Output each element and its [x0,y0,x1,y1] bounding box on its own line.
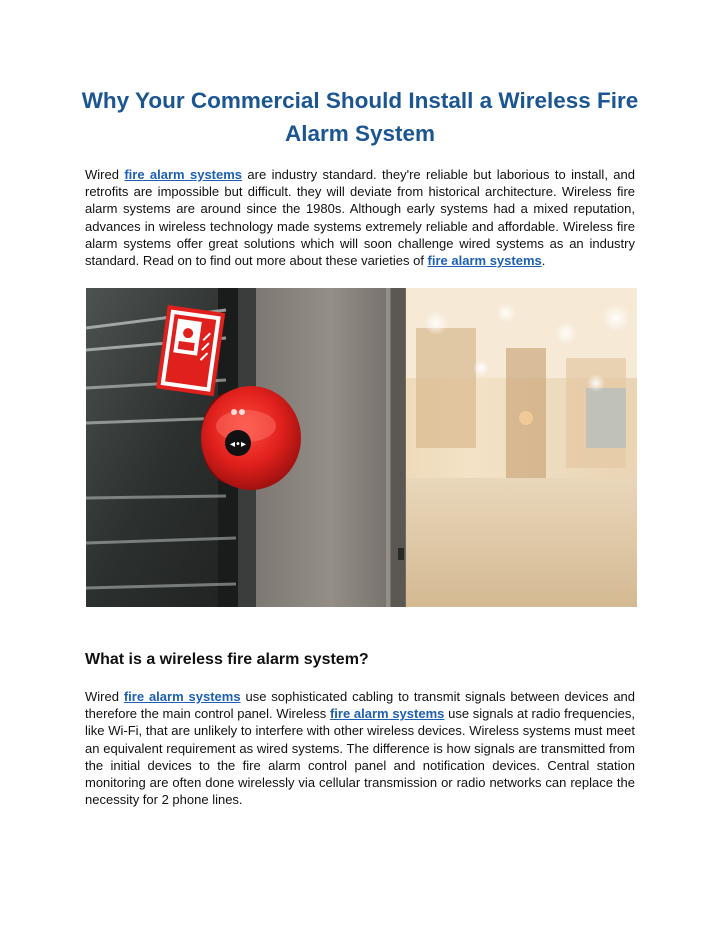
intro-text-2: are industry standard. they're reliable but laborious to install, and retrofits are impossible but difficult. they will deviate from historical architecture. Wireless fire alarm systems are around since the 1980s. Although early systems had a mixed reputation, advances in wireless technology made systems extremely reliable and affordable. Wireless fire alarm systems offer great solutions which will soon challenge wired systems as an industry standard. Read on to find out more about these varieties of [85,167,635,269]
fire-alarm-systems-link-2[interactable]: fire alarm systems [427,253,542,269]
intro-text-1: Wired [85,167,125,182]
section-heading: What is a wireless fire alarm system? [85,651,369,668]
section-text-2: use sophisticated cabling to transmit signals between devices and therefore the main control panel. Wireless [85,689,636,722]
fire-alarm-call-point-photo [86,288,637,607]
section-text-3: use signals at radio frequencies, like Wi-Fi, that are unlikely to interfere with other wireless devices. Wireless systems must meet an equivalent requirement as wired systems. The difference is how signals are transmitted from the initial devices to the fire alarm control panel and notification devices. Central station monitoring are often done wirelessly via cellular transmission or radio networks can replace the necessity for 2 phone lines. [85,706,635,808]
intro-text-3: . [541,253,546,269]
intro-paragraph [85,166,635,269]
fire-alarm-systems-link-3[interactable]: fire alarm systems [123,689,241,704]
section-text-1: Wired [85,689,124,704]
document-title: Why Your Commercial Should Install a Wireless Fire Alarm System [81,88,639,146]
fire-alarm-systems-link-4[interactable]: fire alarm systems [329,706,445,722]
fire-alarm-systems-link-1[interactable]: fire alarm systems [124,167,243,182]
section-paragraph [85,688,635,808]
svg-text:◂•▸: ◂•▸ [230,439,246,450]
